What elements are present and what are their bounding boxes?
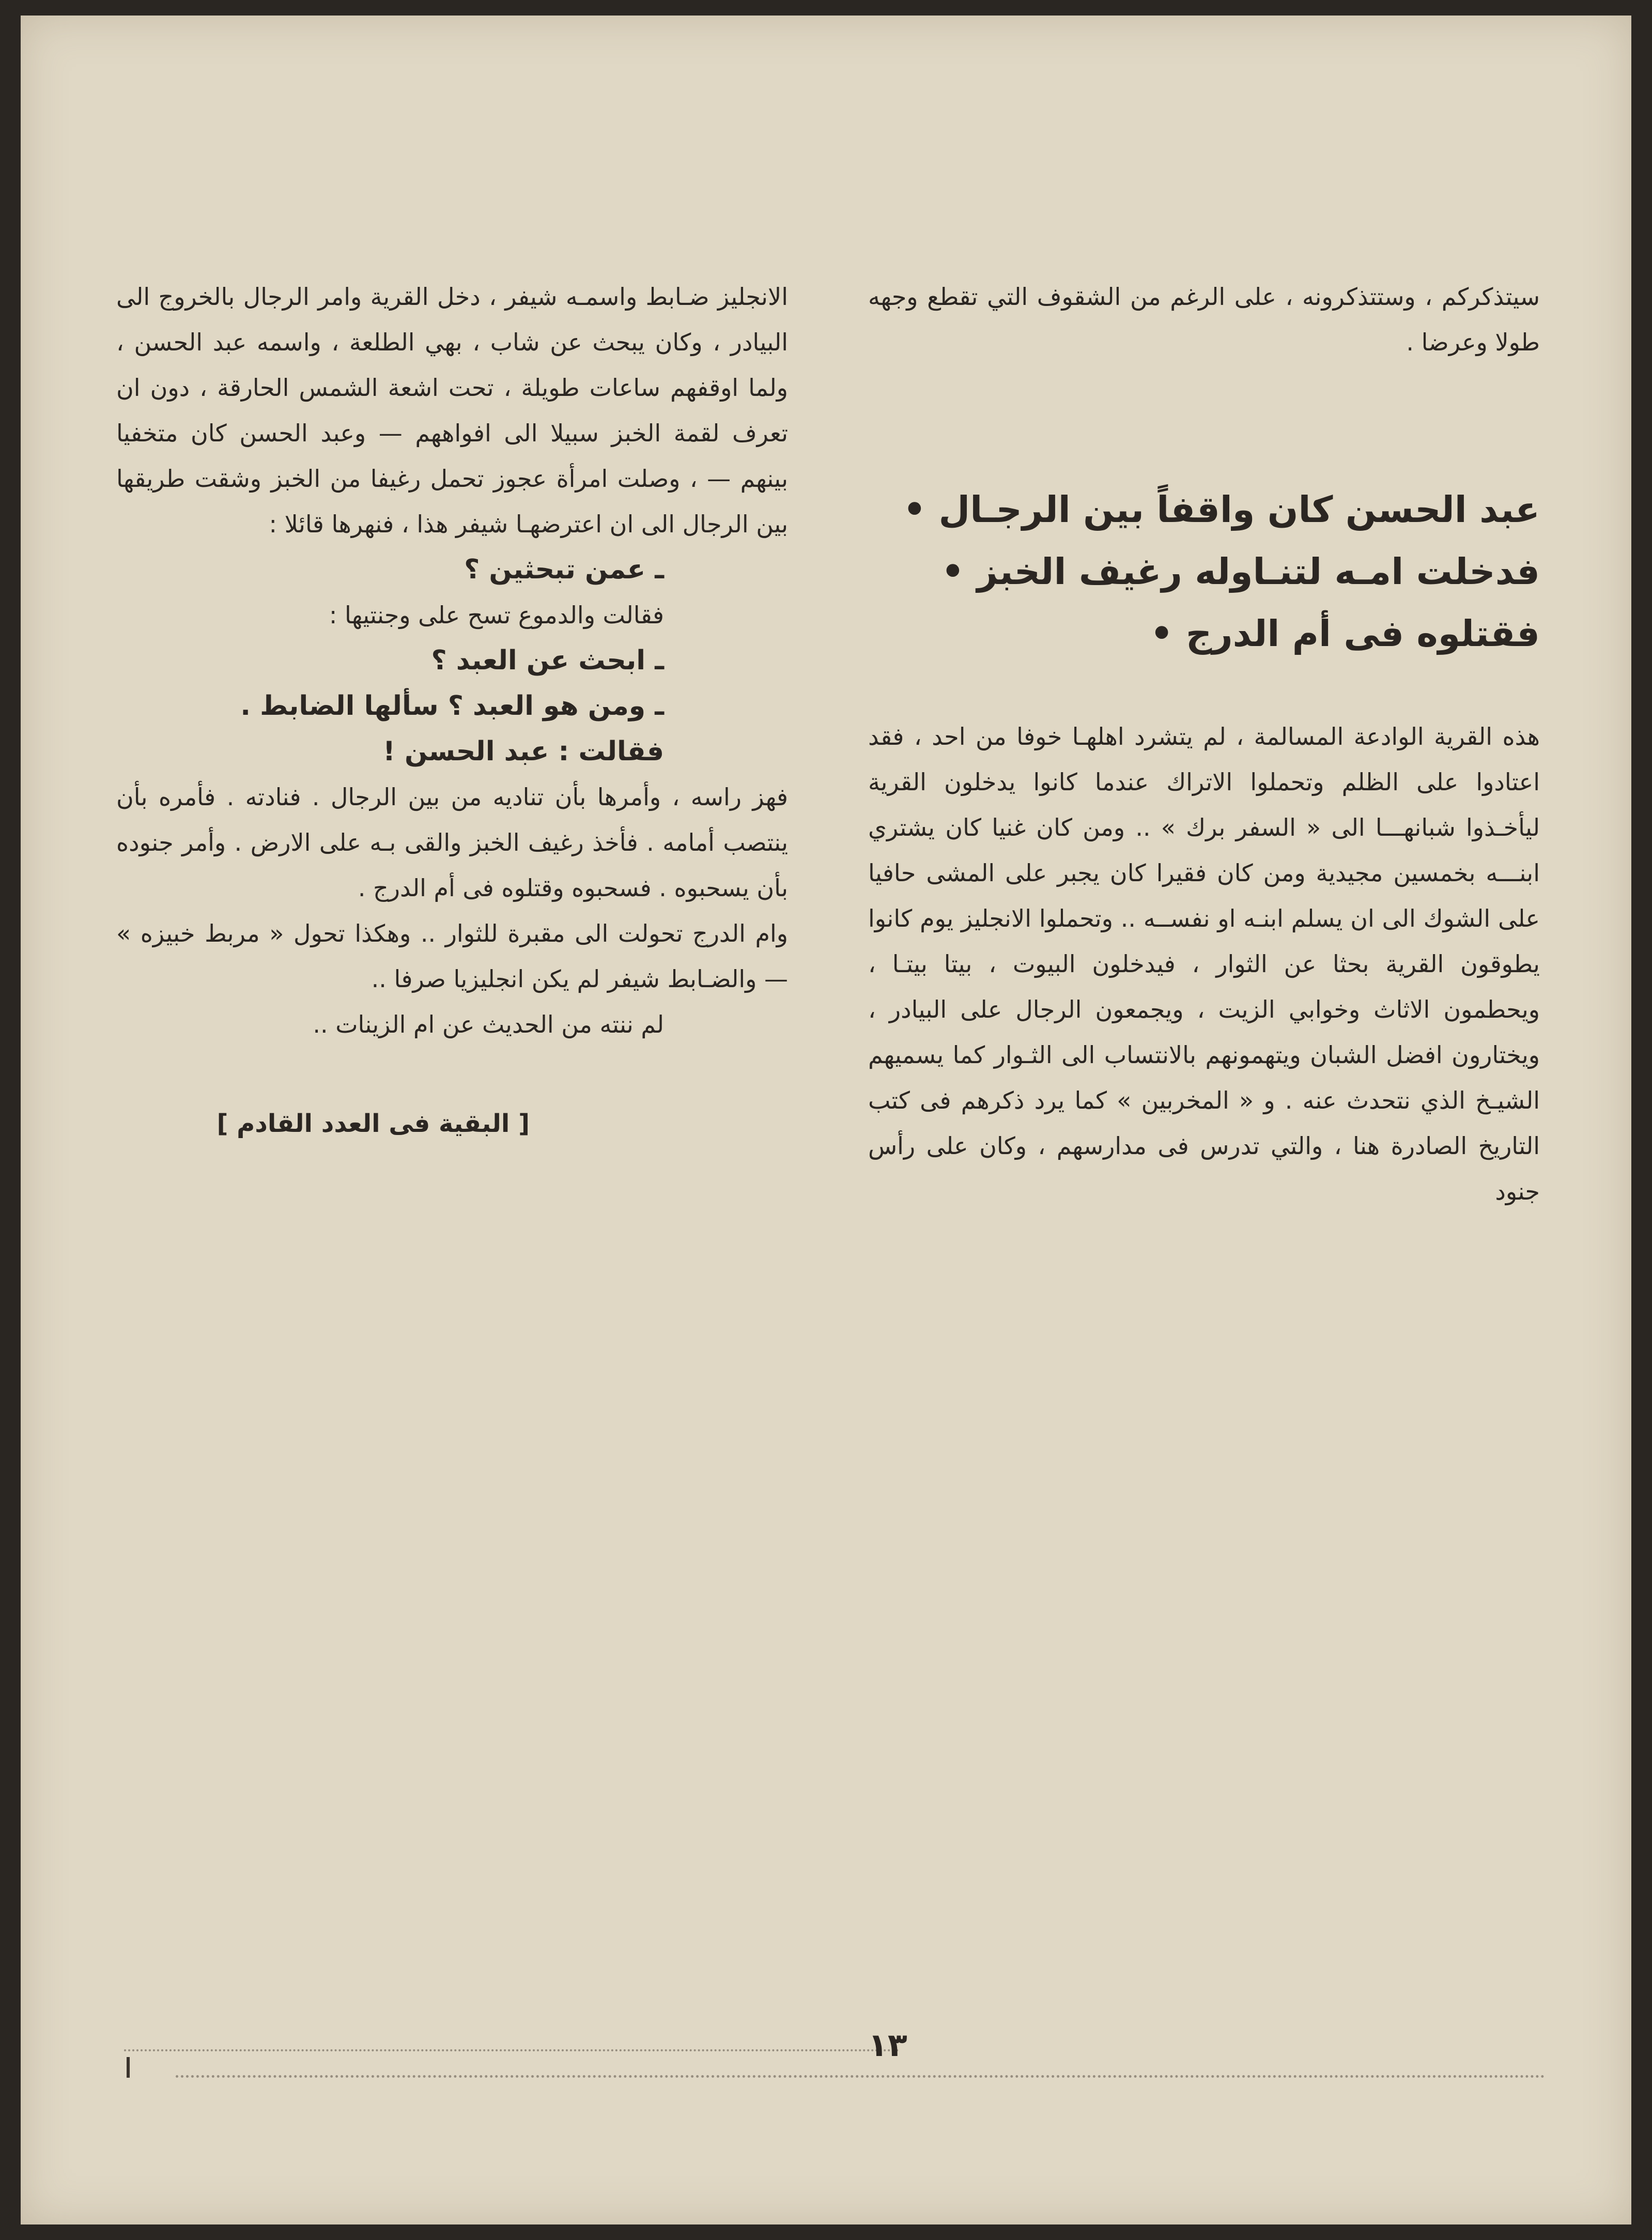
dialogue-answer-1: ـ ابحث عن العبد ؟	[431, 645, 664, 676]
corner-mark	[127, 2057, 130, 2078]
execution-paragraph: فهز راسه ، وأمرها بأن تناديه من بين الرجال . فنادته . فأمره بأن ينتصب أمامه . فأخذ رغيف الخبز والقى بـه على الارض . وأمر جنوده بأن يسحبوه . فسحبوه وقتلوه فى أم الدرج .	[116, 783, 788, 902]
magazine-page	[21, 16, 1631, 2224]
ending-line: لم ننته من الحديث عن ام الزينات ..	[313, 1010, 664, 1038]
intro-paragraph: سيتذكركم ، وستتذكرونه ، على الرغم من الشقوف التي تقطع وجهه طولا وعرضا .	[868, 283, 1540, 356]
cemetery-paragraph: وام الدرج تحولت الى مقبرة للثوار .. وهكذا تحول « مربط خبيزه » — والضـابط شيفر لم يكن انجليزيا صرفا ..	[116, 919, 788, 993]
dialogue-question-2: ـ ومن هو العبد ؟ سألها الضابط .	[240, 691, 664, 722]
continued-note: [ البقية فى العدد القادم ]	[217, 1109, 530, 1138]
left-column	[116, 274, 788, 1138]
dialogue-answer-2: فقالت : عبد الحسن !	[383, 736, 664, 767]
dialogue-question-1: ـ عمن تبحثين ؟	[464, 554, 664, 585]
body-paragraph: هذه القرية الوادعة المسالمة ، لم يتشرد اهلهـا خوفا من احد ، فقد اعتادوا على الظلم وتحملوا الاتراك عندما كانوا يدخلون القرية ليأخـذوا شبانهـــا الى « السفر برك » .. ومن كان غنيا كان يشتري ابنـــه بخمسين مجيدية ومن كان فقيرا كان يجبر على المشى حافيا على الشوك الى ان يسلم ابنـه او نفســه .. وتحملوا الانجليز يوم كانوا يطوقون القرية بحثا عن الثوار ، فيدخلون البيوت ، بيتا بيتـا ، ويحطمون الاثاث وخوابي الزيت ، ويجمعون الرجال على البيادر ، ويختارون افضل الشبان ويتهمونهم بالانتساب الى الثـوار كما يسميهم الشيـخ الذي نتحدث عنه . و « المخربين » كما يرد ذكرهم فى كتب التاريخ الصادرة هنا ، والتي تدرس فى مدارسهم ، وكان على رأس جنود	[868, 723, 1540, 1205]
continuation-paragraph: الانجليز ضـابط واسمـه شيفر ، دخل القرية وامر الرجال بالخروج الى البيادر ، وكان يبحث عن شاب ، بهي الطلعة ، واسمه عبد الحسن ، ولما اوقفهم ساعات طويلة ، تحت اشعة الشمس الحارقة ، دون ان تعرف لقمة الخبز سبيلا الى افواههم — وعبد الحسن كان متخفيا بينهم — ، وصلت امرأة عجوز تحمل رغيفا من الخبز وشقت طريقها بين الرجال الى ان اعترضهـا شيفر هذا ، فنهرها قائلا :	[116, 283, 788, 538]
dotted-rule-upper	[124, 2049, 899, 2051]
right-column	[868, 274, 1540, 1214]
headline: عبد الحسن كان واقفاً بين الرجـال • فدخلت امـه لتنـاوله رغيف الخبز • فقتلوه فى أم الدرج •	[903, 488, 1540, 655]
page-number: ١٣	[868, 2026, 907, 2064]
narration-line: فقالت والدموع تسح على وجنتيها :	[329, 601, 664, 629]
dotted-rule-lower	[176, 2075, 1545, 2078]
